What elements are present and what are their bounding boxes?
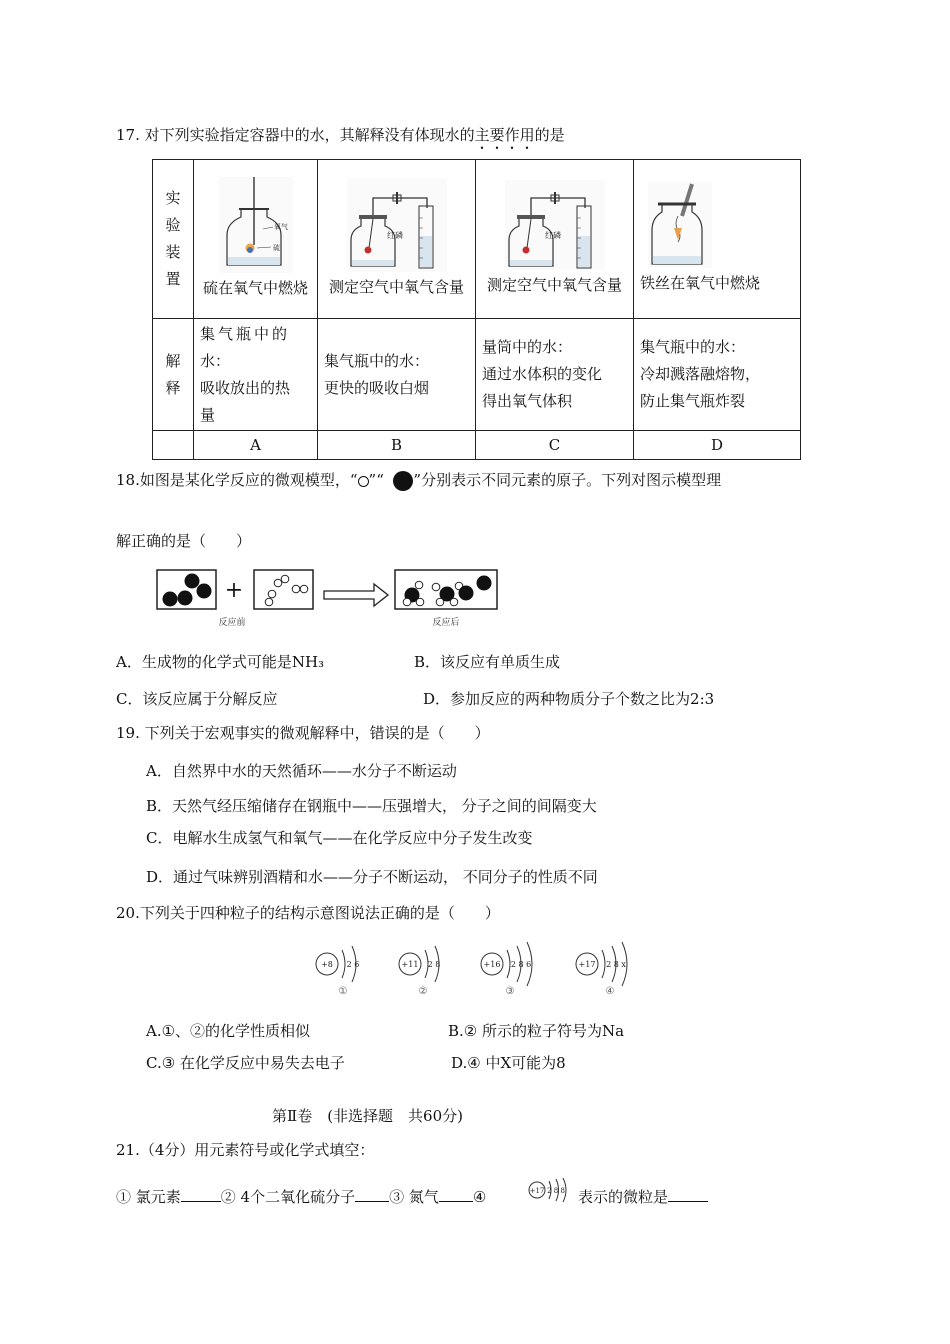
row-header-apparatus <box>153 160 194 319</box>
answer-blank-1[interactable] <box>181 1186 221 1202</box>
particle-shells: 2 8 x <box>606 960 626 969</box>
phosphorus-oxygen-measurement-image <box>347 178 447 272</box>
explain-line: 集气瓶中的水： <box>324 351 430 370</box>
empty-cell <box>153 431 194 460</box>
label-red-phosphorus: 红磷 <box>386 230 403 240</box>
apparatus-c <box>476 160 634 319</box>
particle-1 <box>316 946 359 997</box>
header-char: 释 <box>165 378 181 397</box>
particle-shells: 2 6 <box>346 960 360 969</box>
explain-line: 防止集气瓶炸裂 <box>640 392 746 410</box>
particle-structure-diagrams <box>310 932 650 998</box>
header-char: 置 <box>165 270 181 288</box>
particle-nucleus: +11 <box>401 960 419 969</box>
apparatus-b <box>318 160 476 319</box>
option-letter-d: D <box>634 431 801 460</box>
option-letter-a: A <box>194 431 318 460</box>
apparatus-d <box>634 160 801 319</box>
explain-d <box>634 319 801 431</box>
particle-index: ① <box>338 986 348 997</box>
ion-shells: 2 8 8 <box>547 1187 565 1195</box>
q19-option-d: D．通过气味辨别酒精和水——分子不断运动， 不同分子的性质不同 <box>146 868 598 886</box>
q21-stem: 21.（4分）用元素符号或化学式填空： <box>116 1141 375 1159</box>
q21-item4-suffix: 表示的微粒是 <box>578 1188 669 1206</box>
q20-option-b: B.② 所示的粒子符号为Na <box>448 1022 625 1040</box>
q17-experiment-table <box>152 159 801 460</box>
q18-stem-part3: ”分别表示不同元素的原子。下列对图示模型理 <box>413 471 722 489</box>
explain-a <box>194 319 318 431</box>
q20-option-a: A.①、②的化学性质相似 <box>146 1022 311 1040</box>
explain-line: 集气瓶中的 <box>200 324 291 343</box>
sulfur-combustion-apparatus-image <box>219 177 293 273</box>
particle-nucleus: +8 <box>321 960 333 969</box>
particle-3 <box>481 942 532 997</box>
q21-item1: ① 氯元素 <box>116 1188 181 1206</box>
particle-index: ④ <box>605 986 615 997</box>
q18-stem-line2: 解正确的是（ ） <box>116 532 252 550</box>
q18-stem-part2: ”“ <box>368 471 384 489</box>
particle-index: ② <box>418 986 428 997</box>
caption-c: 测定空气中氧气含量 <box>486 275 622 294</box>
label-after-reaction: 反应后 <box>432 618 460 628</box>
q18-option-a: A．生成物的化学式可能是NH₃ <box>116 653 325 671</box>
q19-stem: 19. 下列关于宏观事实的微观解释中，错误的是（ ） <box>116 724 490 742</box>
answer-blank-3[interactable] <box>439 1186 473 1202</box>
particle-shells: 2 8 6 <box>510 960 532 969</box>
section-2-title: 第Ⅱ卷 (非选择题 共60分) <box>272 1107 463 1125</box>
q20-stem: 20.下列关于四种粒子的结构示意图说法正确的是（ ） <box>116 904 500 922</box>
phosphorus-oxygen-measurement-image <box>505 180 605 270</box>
answer-blank-2[interactable] <box>355 1186 389 1202</box>
explain-line: 通过水体积的变化 <box>482 365 603 383</box>
caption-d: 铁丝在氧气中燃烧 <box>640 273 761 292</box>
particle-4 <box>576 942 627 997</box>
explain-line: 得出氧气体积 <box>482 392 573 410</box>
q18-option-c: C．该反应属于分解反应 <box>116 690 278 708</box>
q19-option-a: A．自然界中水的天然循环——水分子不断运动 <box>146 762 457 780</box>
particle-nucleus: +16 <box>483 960 501 969</box>
white-atom-icon <box>358 476 369 487</box>
particle-nucleus: +17 <box>578 960 596 969</box>
explain-c <box>476 319 634 431</box>
header-char: 实 <box>165 189 181 207</box>
q17-stem <box>116 124 565 153</box>
iron-wire-combustion-image <box>648 182 712 268</box>
q20-option-d: D.④ 中X可能为8 <box>451 1054 566 1072</box>
q21-item4-suffix-line <box>578 1184 708 1210</box>
particle-2 <box>399 946 440 997</box>
particle-index: ③ <box>505 986 515 997</box>
explain-line: 更快的吸收白烟 <box>324 378 430 397</box>
label-oxygen: 氧气 <box>273 222 288 231</box>
q18-option-b: B．该反应有单质生成 <box>414 653 561 671</box>
explain-line: 量筒中的水： <box>482 338 573 356</box>
header-char: 解 <box>165 351 181 370</box>
row-header-explanation <box>153 319 194 431</box>
caption-a: 硫在氧气中燃烧 <box>202 278 308 297</box>
option-letter-c: C <box>476 431 634 460</box>
q21-item2: ② 4个二氧化硫分子 <box>220 1188 356 1206</box>
q21-item4: ④ <box>472 1188 487 1206</box>
label-before-reaction: 反应前 <box>218 618 246 628</box>
chloride-ion-structure-diagram <box>526 1178 578 1212</box>
label-red-phosphorus: 红磷 <box>544 230 561 240</box>
explain-line: 吸收放出的热 <box>200 378 291 397</box>
q17-stem-prefix: 对下列实验指定容器中的水，其解释没有体现水的 <box>144 126 475 144</box>
label-sulfur: 硫 <box>272 243 280 252</box>
reaction-micro-model-diagram <box>154 565 504 631</box>
particle-shells: 2 8 <box>427 960 441 969</box>
explain-line: 集气瓶中的水： <box>640 338 746 356</box>
q18-stem <box>116 468 721 492</box>
q21-item3: ③ 氮气 <box>389 1188 439 1206</box>
q17-stem-emphasis: 主要作用 <box>474 126 535 144</box>
q19-option-c: C．电解水生成氢气和氧气——在化学反应中分子发生改变 <box>146 829 533 847</box>
q20-option-c: C.③ 在化学反应中易失去电子 <box>146 1054 345 1072</box>
q18-option-d: D．参加反应的两种物质分子个数之比为2:3 <box>423 690 715 708</box>
apparatus-a <box>194 160 318 319</box>
answer-blank-4[interactable] <box>668 1186 708 1202</box>
explain-line: 水： <box>200 351 231 370</box>
q19-option-b: B．天然气经压缩储存在钢瓶中——压强增大， 分子之间的间隔变大 <box>146 797 597 815</box>
q18-stem-part1: 18.如图是某化学反应的微观模型，“ <box>116 471 358 489</box>
explain-line: 冷却溅落融熔物， <box>640 365 761 383</box>
q21-fill-line <box>116 1184 486 1210</box>
explain-b <box>318 319 476 431</box>
caption-b: 测定空气中氧气含量 <box>328 277 464 296</box>
ion-nucleus: +17 <box>529 1187 545 1195</box>
q17-stem-suffix: 的是 <box>534 126 565 144</box>
q17-number: 17. <box>116 126 140 144</box>
explain-line: 量 <box>200 405 216 424</box>
plus-sign: + <box>224 578 244 603</box>
header-char: 验 <box>165 216 181 234</box>
black-atom-icon <box>393 471 413 491</box>
option-letter-b: B <box>318 431 476 460</box>
header-char: 装 <box>165 243 181 261</box>
